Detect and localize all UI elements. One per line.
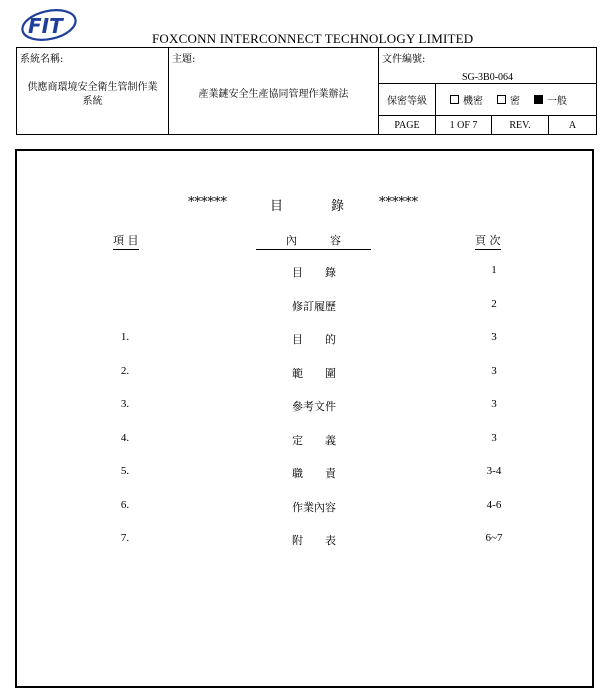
secrecy-options	[436, 84, 597, 116]
topic-label: 主題:	[172, 54, 196, 65]
toc-row-number: 1.	[120, 331, 130, 343]
topic-text: 產業鏈安全生產協同管理作業辦法	[198, 89, 349, 100]
toc-row-page: 3	[491, 398, 497, 410]
toc-title-char-1: 目	[270, 199, 284, 214]
toc-row-page: 6~7	[485, 532, 503, 544]
toc-row-content: 目 的	[292, 333, 336, 346]
checkbox-confidential-icon	[450, 95, 459, 104]
fit-logo	[20, 8, 78, 42]
toc-row	[0, 365, 609, 381]
system-name: 供應商環境安全衛生管制作業系統	[27, 82, 158, 107]
toc-row-page: 3	[491, 432, 497, 444]
topic-cell	[169, 48, 379, 135]
toc-row	[0, 465, 609, 481]
toc-row-number: 6.	[120, 499, 130, 511]
secrecy-option-general: 一般	[547, 96, 567, 107]
secrecy-label: 保密等級	[379, 84, 436, 116]
checkbox-secret-icon	[497, 95, 506, 104]
toc-row-number: 7.	[120, 532, 130, 544]
toc-row-page: 3	[491, 365, 497, 377]
toc-row-page: 3-4	[486, 465, 502, 477]
toc-row-content: 作業內容	[292, 501, 336, 514]
toc-row-content: 參考文件	[292, 400, 336, 413]
column-header-item: 項 目	[113, 232, 139, 250]
toc-stars-right: ******	[379, 195, 418, 210]
toc-row-page: 1	[491, 264, 497, 276]
toc-row-page: 3	[491, 331, 497, 343]
doc-no-cell	[379, 48, 597, 84]
toc-row-content: 修訂履歷	[292, 300, 336, 313]
toc-row-number: 3.	[120, 398, 130, 410]
toc-row-number: 2.	[120, 365, 130, 377]
doc-no-label: 文件編號:	[382, 54, 426, 65]
toc-row-content: 定 義	[292, 434, 336, 447]
toc-row-number: 5.	[120, 465, 130, 477]
page-label: PAGE	[379, 116, 436, 135]
toc-row-content: 範 圍	[292, 367, 336, 380]
content-frame	[15, 149, 594, 688]
company-name: FOXCONN INTERCONNECT TECHNOLOGY LIMITED	[152, 31, 474, 46]
toc-row	[0, 532, 609, 548]
system-name-cell	[17, 48, 169, 135]
secrecy-option-confidential: 機密	[463, 96, 483, 107]
toc-row	[0, 432, 609, 448]
toc-row	[0, 264, 609, 280]
checkbox-general-checked-icon	[534, 95, 543, 104]
toc-row	[0, 298, 609, 314]
toc-stars-left: ******	[188, 195, 227, 210]
toc-row	[0, 398, 609, 414]
doc-no: SG-3B0-064	[461, 72, 514, 83]
toc-row-number: 4.	[120, 432, 130, 444]
page-value: 1 OF 7	[436, 116, 492, 135]
column-header-page: 頁 次	[475, 232, 501, 250]
toc-title-char-2: 錄	[331, 199, 345, 214]
toc-row-content: 附 表	[292, 534, 336, 547]
system-name-label: 系統名稱:	[20, 54, 64, 65]
secrecy-option-secret: 密	[510, 96, 520, 107]
toc-row-page: 2	[491, 298, 497, 310]
toc-row-page: 4-6	[486, 499, 502, 511]
rev-value: A	[549, 116, 597, 135]
toc-row-content: 目 錄	[292, 266, 336, 279]
rev-label: REV.	[492, 116, 549, 135]
toc-row	[0, 499, 609, 515]
toc-row-content: 職 責	[292, 467, 336, 480]
document-header-table	[16, 47, 597, 135]
svg-text:FIT: FIT	[28, 14, 63, 38]
toc-row	[0, 331, 609, 347]
column-header-content: 內 容	[256, 232, 371, 250]
